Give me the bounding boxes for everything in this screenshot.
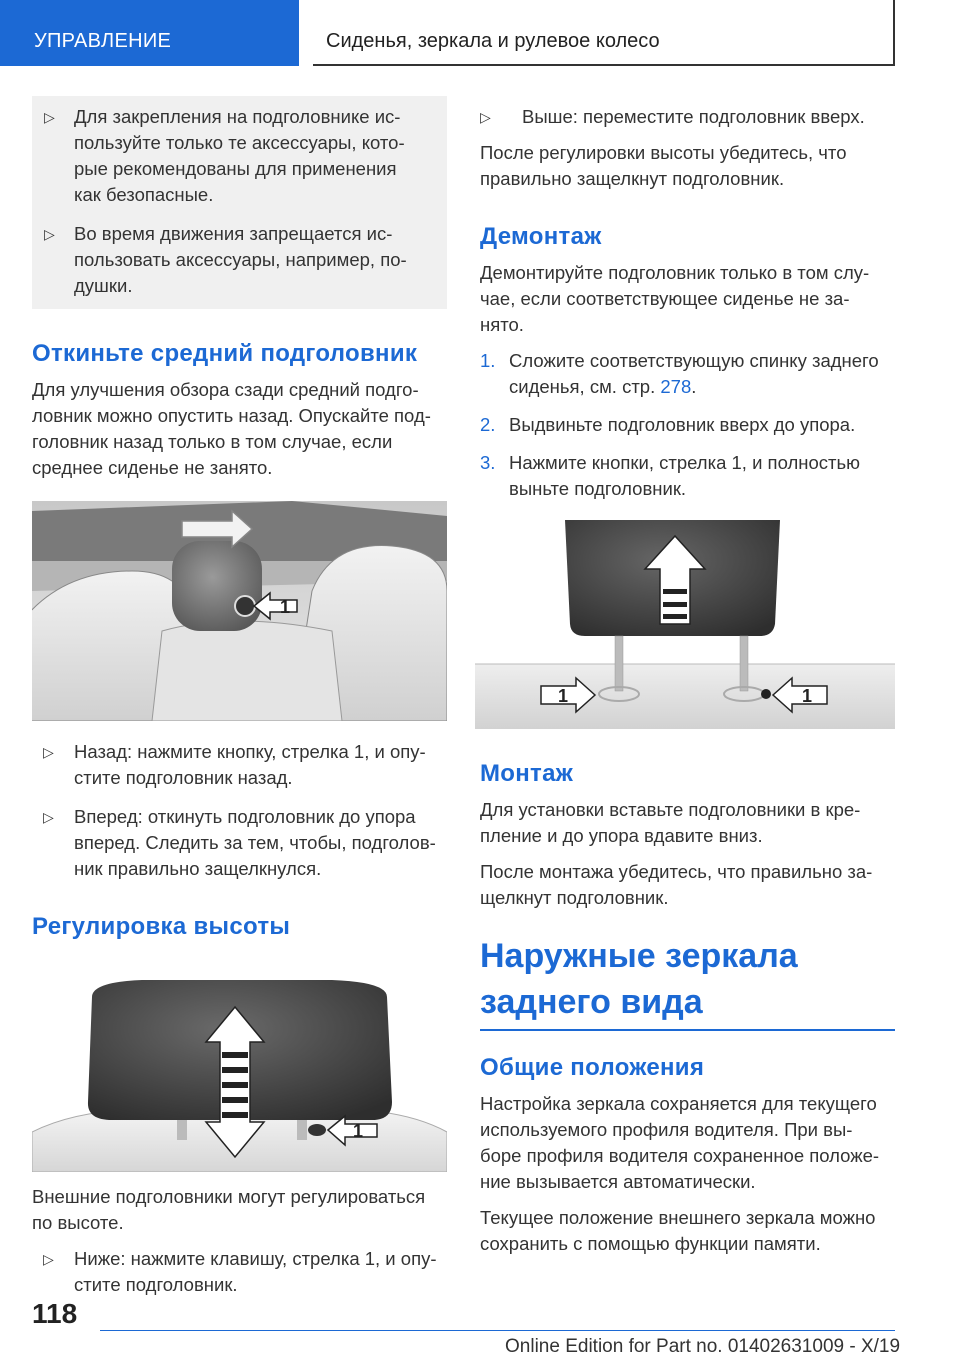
height-adjust-illustration [32, 972, 447, 1172]
right-column [480, 96, 895, 1267]
height-heading: Регулировка высоты [32, 913, 291, 940]
edition-text: Online Edition for Part no. 01402631009 - X/19 [505, 1336, 901, 1357]
left-column [32, 96, 447, 1311]
height-bullet-text: Ниже: нажмите клавишу, стрелка 1, и опу- стите подголовник. [74, 1248, 437, 1295]
fold-heading: Откиньте средний подголовник [32, 340, 418, 367]
memory-text: Текущее положение внешнего зеркала можно сохранить с помощью функции памяти. [480, 1207, 876, 1254]
middle-headrest-illustration [32, 501, 447, 721]
chapter-tab [313, 0, 895, 66]
install-text: Для установки вставьте подголовники в кре- пление и до упора вдавите вниз. [480, 799, 861, 846]
height-adjust-figure [32, 972, 447, 1172]
general-heading: Общие положения [480, 1054, 705, 1081]
up-bullet-text: Выше: переместите подголовник вверх. [522, 106, 865, 127]
install-heading: Монтаж [480, 760, 574, 787]
arrow-number-label: 1 [353, 1121, 364, 1141]
step-number: 3. [480, 452, 496, 473]
step-text: Выдвиньте подголовник вверх до упора. [509, 414, 856, 435]
triangle-bullet-icon: ▷ [43, 744, 54, 760]
removal-illustration [475, 514, 895, 729]
note-bullet-text: Для закрепления на подголовнике ис- пользуйте только те аксессуары, кото- рые рекомендованы для применения как безопасные. [74, 106, 405, 205]
mirrors-heading: Наружные зеркала заднего вида [480, 933, 895, 1031]
arrow-number-label: 1 [280, 597, 291, 617]
triangle-bullet-icon: ▷ [44, 109, 55, 125]
footer-divider [100, 1330, 895, 1331]
triangle-bullet-icon: ▷ [480, 109, 491, 125]
up-bullet [480, 104, 895, 130]
step-text: Сложите соответствующую спинку заднего сиденья, см. стр. [509, 350, 879, 397]
page-number: 118 [32, 1298, 78, 1329]
step-number: 1. [480, 350, 496, 371]
triangle-bullet-icon: ▷ [44, 226, 55, 242]
section-title: УПРАВЛЕНИЕ [34, 30, 172, 52]
arrow-number-label: 1 [558, 686, 569, 706]
after-adjust-text: После регулировки высоты убедитесь, что правильно защелкнут подголовник. [480, 142, 847, 189]
note-bullet [44, 104, 435, 208]
fold-bullet [32, 739, 447, 791]
step-item [480, 348, 895, 400]
middle-headrest-figure [32, 501, 447, 721]
step-text: Нажмите кнопки, стрелка 1, и полностью выньте подголовник. [509, 452, 860, 499]
step-text-end: . [691, 376, 697, 397]
section-tab [0, 0, 299, 66]
removal-figure [475, 514, 895, 729]
note-bullet [44, 221, 435, 299]
step-item [480, 412, 895, 438]
triangle-bullet-icon: ▷ [43, 1251, 54, 1267]
removal-steps [480, 348, 895, 502]
general-text: Настройка зеркала сохраняется для текущего используемого профиля водителя. При вы- боре профиля водителя сохраненное положе- ние вызывается автоматически. [480, 1093, 880, 1192]
fold-bullet-text: Вперед: откинуть подголовник до упора вперед. Следить за тем, чтобы, подголов- ник правильно защелкнулся. [74, 806, 436, 879]
step-item [480, 450, 895, 502]
triangle-bullet-icon: ▷ [43, 809, 54, 825]
step-number: 2. [480, 414, 496, 435]
safety-note-box [32, 96, 447, 309]
arrow-number-label: 1 [802, 686, 813, 706]
removal-text: Демонтируйте подголовник только в том слу- чае, если соответствующее сиденье не за- нято. [480, 262, 870, 335]
removal-heading: Демонтаж [480, 223, 602, 250]
height-bullet [32, 1246, 447, 1298]
chapter-title: Сиденья, зеркала и рулевое колесо [326, 30, 660, 52]
note-bullet-text: Во время движения запрещается ис- пользовать аксессуары, например, по- душки. [74, 223, 407, 296]
fold-text: Для улучшения обзора сзади средний подго- ловник можно опустить назад. Опускайте под- головник назад только в том случае, если среднее сиденье не занято. [32, 379, 431, 478]
fold-bullet-text: Назад: нажмите кнопку, стрелка 1, и опу- стите подголовник назад. [74, 741, 426, 788]
fold-bullet [32, 804, 447, 882]
height-text: Внешние подголовники могут регулироваться по высоте. [32, 1186, 426, 1233]
page-link[interactable]: 278 [660, 376, 692, 397]
install-check-text: После монтажа убедитесь, что правильно за- щелкнут подголовник. [480, 861, 873, 908]
